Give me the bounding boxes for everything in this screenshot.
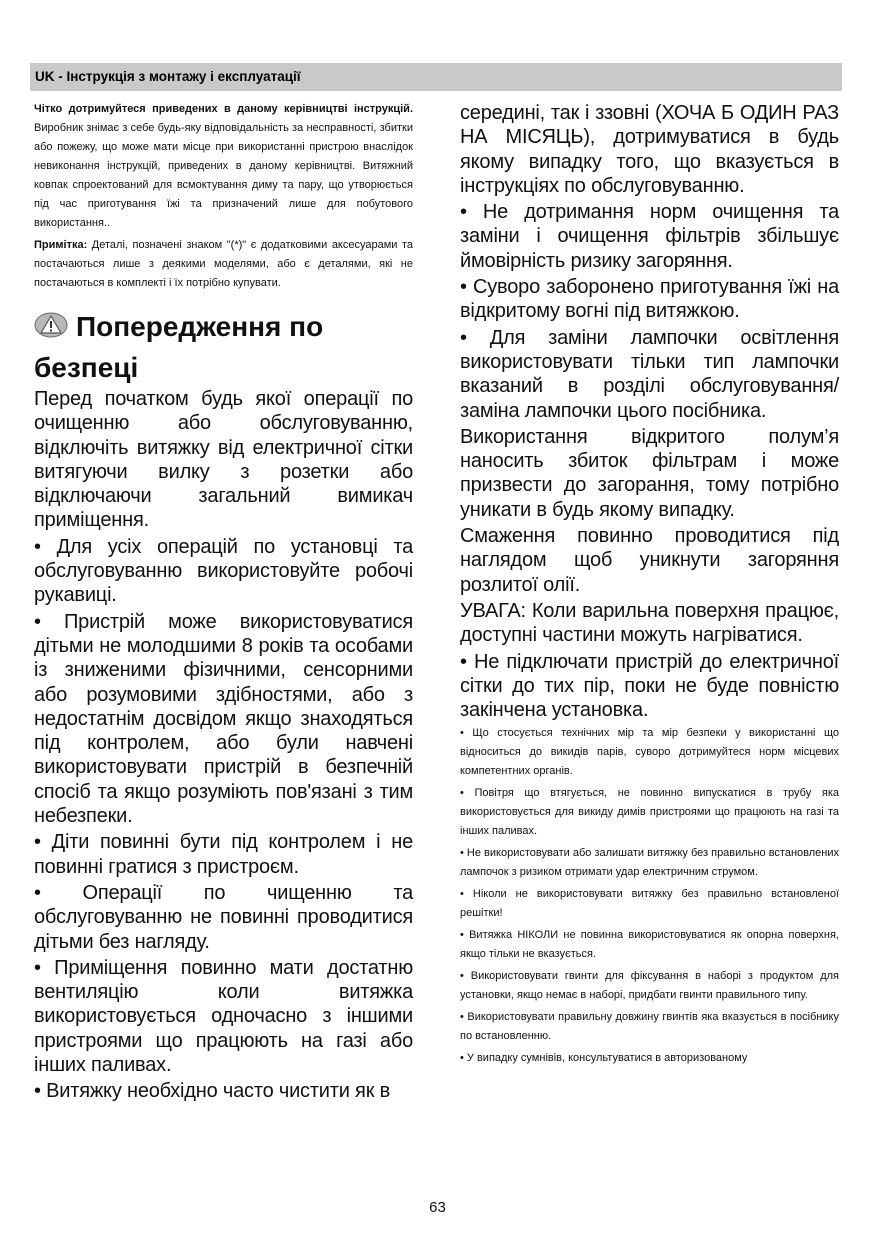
left-paragraph: • Діти повинні бути під контролем і не повинні гратися з пристроєм. bbox=[34, 831, 413, 878]
header-bar bbox=[30, 63, 842, 91]
page-number: 63 bbox=[429, 1199, 446, 1216]
right-paragraph: Смаження повинно проводитися під наглядом щоб уникнути загоряння розлитої олії. bbox=[460, 525, 839, 596]
note-bold-lead: Примітка: bbox=[34, 239, 88, 251]
right-small-paragraph: • Використовувати гвинти для фіксування в наборі з продуктом для установки, якщо немає в наборі, придбати гвинти правильного типу. bbox=[460, 970, 839, 1002]
left-paragraph: • Пристрій може використовуватися дітьми не молодшими 8 років та особами із зниженими фізичними, сенсорними або розумовими здібностями, або з недостатнім досвідом якщо знаходяться під контролем, або були навчені використовувати пристрій в безпечній спосіб та якщо розуміють пов'язані з тим небезпеки. bbox=[34, 610, 413, 828]
warning-icon bbox=[34, 309, 68, 348]
left-paragraph: • Витяжку необхідно часто чистити як в bbox=[34, 1080, 391, 1103]
right-column bbox=[460, 101, 839, 1071]
right-paragraph: • Для заміни лампочки освітлення використовувати тільки тип лампочки вказаний в розділі обслуговування/заміна лампочки цього посібника. bbox=[460, 326, 839, 422]
section-title: Попередження по безпеці bbox=[34, 311, 324, 383]
right-small-paragraph: • У випадку сумнівів, консультуватися в авторизованому bbox=[460, 1052, 748, 1065]
right-small-paragraph: • Повітря що втягується, не повинно випускатися в трубу яка використовується для викиду димів пристроями що працюють на газі та інших паливах. bbox=[460, 787, 839, 838]
intro-paragraph bbox=[34, 100, 413, 233]
right-small-paragraph: • Витяжка НІКОЛИ не повинна використовуватися як опорна поверхня, якщо тільки не вказується. bbox=[460, 929, 839, 961]
note-text: Деталі, позначені знаком "(*)" є додатковими аксесуарами та постачаються лише з деякими моделями, або є деталями, які не постачаються в комплекті і їх потрібно купувати. bbox=[34, 239, 413, 289]
left-paragraph: • Приміщення повинно мати достатню вентиляцію коли витяжка використовується одночасно з іншими пристроями що працюють на газі або інших паливах. bbox=[34, 956, 413, 1077]
right-paragraph: УВАГА: Коли варильна поверхня працює, доступні частини можуть нагріватися. bbox=[460, 599, 839, 647]
right-paragraph: середині, так і ззовні (ХОЧА Б ОДИН РАЗ НА МІСЯЦЬ), дотримуватися в будь якому випадку того, що вказується в інструкціях по обслуговуванню. bbox=[460, 102, 839, 197]
left-paragraph: Перед початком будь якої операції по очищенню або обслуговуванню, відключіть витяжку від електричної сітки витягуючи вилку з розетки або відключаючи загальний вимикач приміщення. bbox=[34, 388, 413, 532]
right-paragraph: • Не підключати пристрій до електричної сітки до тих пір, поки не буде повністю закінчена установка. bbox=[460, 650, 839, 722]
note-paragraph bbox=[34, 236, 413, 293]
left-paragraph: • Для усіх операцій по установці та обслуговуванню використовуйте робочі рукавиці. bbox=[34, 535, 413, 607]
left-column bbox=[34, 100, 413, 1106]
right-small-paragraph: • Використовувати правильну довжину гвинтів яка вказується в посібнику по встановленню. bbox=[460, 1011, 839, 1043]
left-paragraph: • Операції по чищенню та обслуговуванню не повинні проводитися дітьми без нагляду. bbox=[34, 881, 413, 953]
right-small-paragraph: • Не використовувати або залишати витяжку без правильно встановлених лампочок з ризиком отримати удар електричним струмом. bbox=[460, 847, 839, 879]
right-small-paragraph: • Ніколи не використовувати витяжку без правильно встановленої решітки! bbox=[460, 888, 839, 920]
right-small-paragraph: • Що стосується технічних мір та мір безпеки у використанні що відноситься до викидів парів, суворо дотримуйтеся норм місцевих компетентних органів. bbox=[460, 727, 839, 778]
header-title: UK - Інструкція з монтажу і експлуатації bbox=[35, 69, 301, 84]
right-paragraph: • Суворо заборонено приготування їжі на відкритому вогні під витяжкою. bbox=[460, 276, 839, 323]
intro-bold-lead: Чітко дотримуйтеся приведених в даному керівництві інструкцій. bbox=[34, 103, 413, 115]
intro-text: Виробник знімає з себе будь-яку відповідальність за несправності, збитки або пожежу, що може мати місце при використанні пристрою внаслідок невиконання інструкцій, приведених в даному керівництві. Витяжний ковпак спроектований для всмоктування диму та пару, що утворюється під час приготування їжі та призначений лише для побутового використання.. bbox=[34, 122, 413, 229]
right-paragraph: Використання відкритого полум’я наносить збиток фільтрам і може призвести до загорання, тому потрібно уникати в будь якому випадку. bbox=[460, 425, 839, 521]
right-paragraph: • Не дотримання норм очищення та заміни і очищення фільтрів збільшує ймовірність ризику загоряння. bbox=[460, 201, 839, 272]
section-title-block bbox=[34, 307, 413, 387]
